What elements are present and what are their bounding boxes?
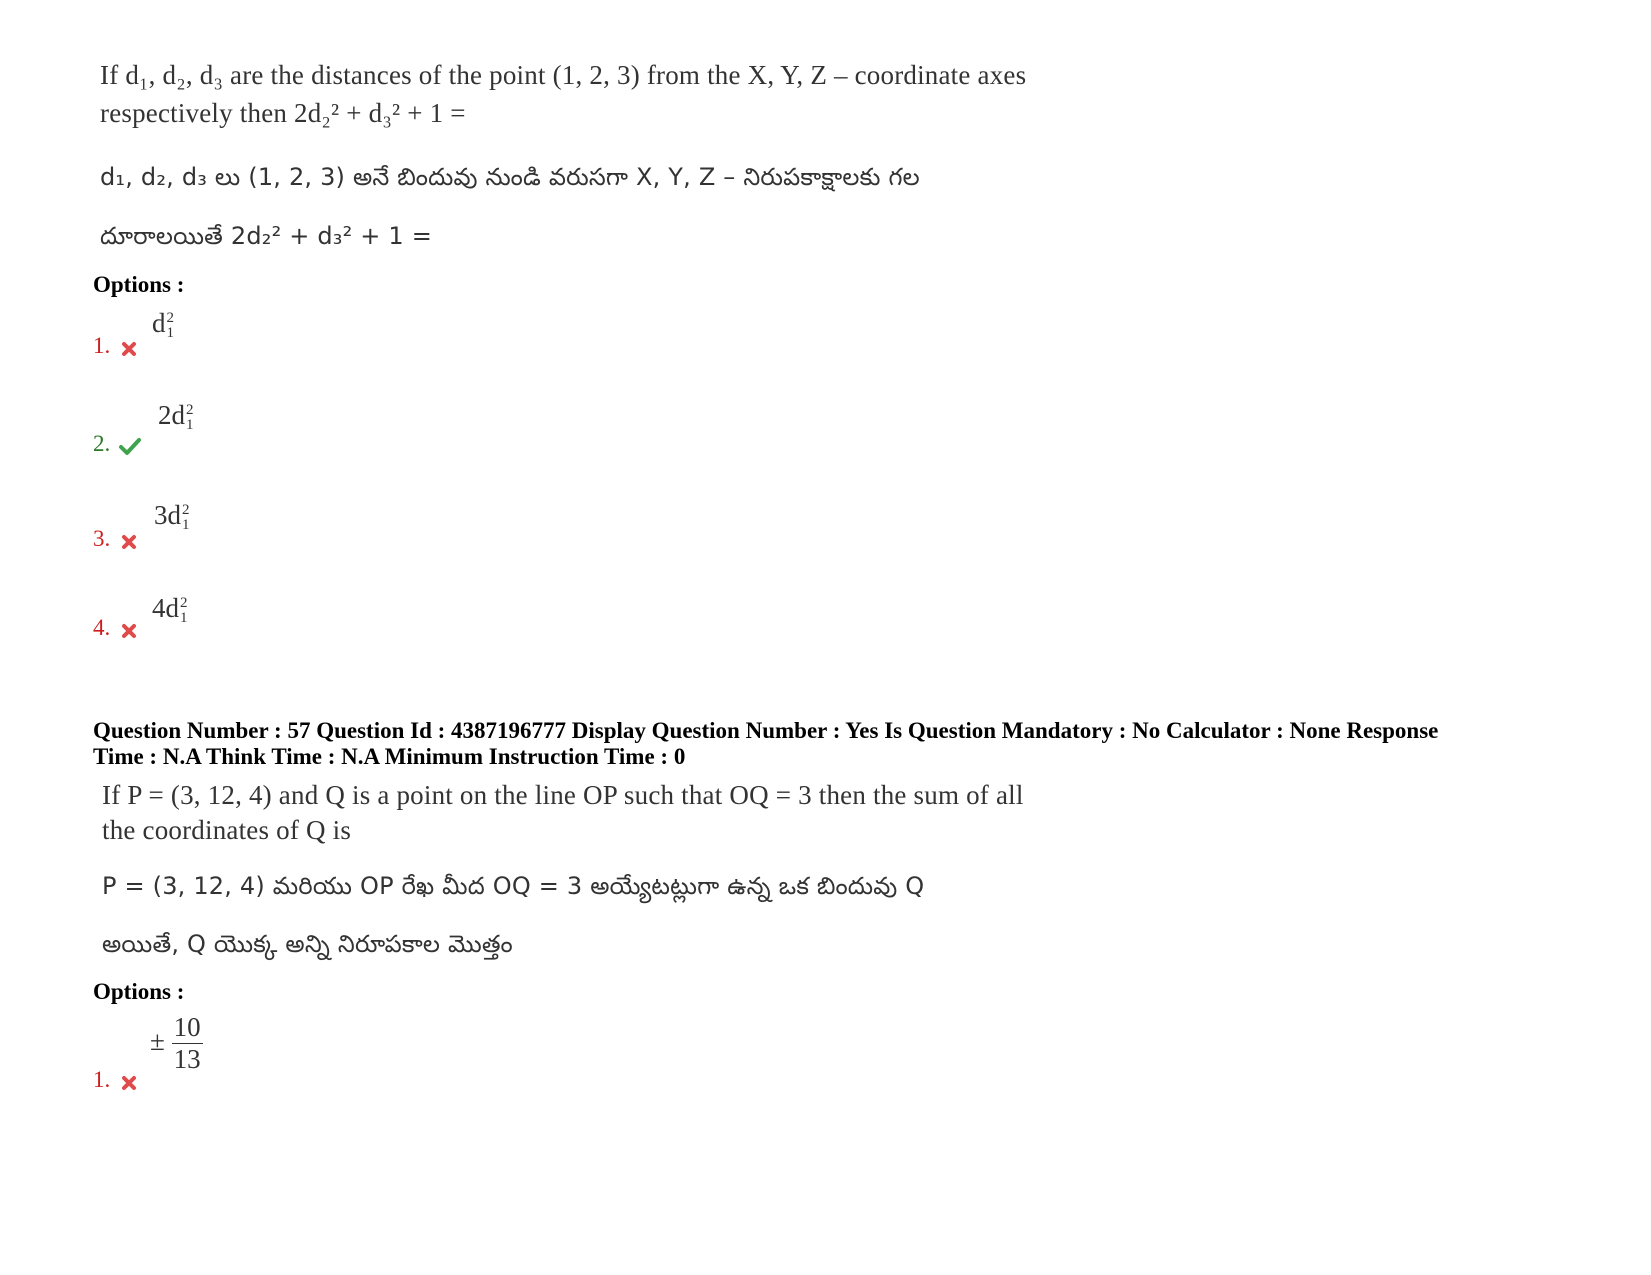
- q56-option-2-value: 2d 2 1: [158, 400, 194, 433]
- fraction: [172, 1012, 203, 1075]
- fraction-denominator: 13: [173, 1044, 201, 1075]
- q57-option-1-value: [150, 1012, 203, 1075]
- option-sign: ±: [150, 1025, 165, 1056]
- q57-meta-line-2: Time : N.A Think Time : N.A Minimum Instruction Time : 0: [93, 744, 686, 769]
- q56-english-line-2: respectively then 2d₂² + d₃² + 1 =: [100, 98, 466, 128]
- option-coefficient: 2: [158, 400, 172, 430]
- option-number: 1.: [93, 1067, 111, 1092]
- q57-telugu-line-1: P = (3, 12, 4) మరియు OP రేఖ మీద OQ = 3 అయ్యేటట్లుగా ఉన్న ఒక బిందువు Q: [102, 872, 925, 900]
- option-number: 3.: [93, 526, 111, 551]
- q57-options-label: Options :: [93, 979, 185, 1004]
- q57-english-line-2: the coordinates of Q is: [102, 815, 352, 845]
- q56-option-3[interactable]: [93, 526, 138, 552]
- q56-telugu-line-2: దూరాలయితే 2d₂² + d₃² + 1 =: [100, 222, 433, 250]
- q56-option-1[interactable]: [93, 333, 138, 359]
- cross-mark-icon: [120, 533, 138, 551]
- q56-option-4[interactable]: [93, 615, 138, 641]
- q57-meta-line-1: Question Number : 57 Question Id : 4387196777 Display Question Number : Yes Is Question Mandatory : No Calculator : None Response: [93, 718, 1439, 743]
- q56-option-3-value: 3d 2 1: [154, 500, 190, 533]
- q57-english-line-1: If P = (3, 12, 4) and Q is a point on the line OP such that OQ = 3 then the sum of all: [102, 780, 1024, 810]
- q56-english-line-1: If d₁, d₂, d₃ are the distances of the point (1, 2, 3) from the X, Y, Z – coordinate axes: [100, 60, 1027, 90]
- q56-telugu-line-1: d₁, d₂, d₃ లు (1, 2, 3) అనే బిందువు నుండి వరుసగా X, Y, Z – నిరుపకాక్షాలకు గల: [100, 163, 920, 191]
- q57-option-1[interactable]: [93, 1067, 138, 1093]
- cross-mark-icon: [120, 340, 138, 358]
- q56-options-label: Options :: [93, 272, 185, 297]
- cross-mark-icon: [120, 1074, 138, 1092]
- q56-option-2[interactable]: [93, 431, 142, 457]
- option-number: 2.: [93, 431, 111, 456]
- q56-option-1-value: d 2 1: [152, 308, 174, 341]
- option-coefficient: 4: [152, 593, 166, 623]
- q56-option-4-value: 4d 2 1: [152, 593, 188, 626]
- check-mark-icon: [118, 437, 142, 457]
- option-coefficient: 3: [154, 500, 168, 530]
- option-number: 4.: [93, 615, 111, 640]
- q57-telugu-line-2: అయితే, Q యొక్క అన్ని నిరూపకాల మొత్తం: [102, 930, 513, 958]
- option-number: 1.: [93, 333, 111, 358]
- fraction-numerator: 10: [172, 1012, 203, 1044]
- cross-mark-icon: [120, 622, 138, 640]
